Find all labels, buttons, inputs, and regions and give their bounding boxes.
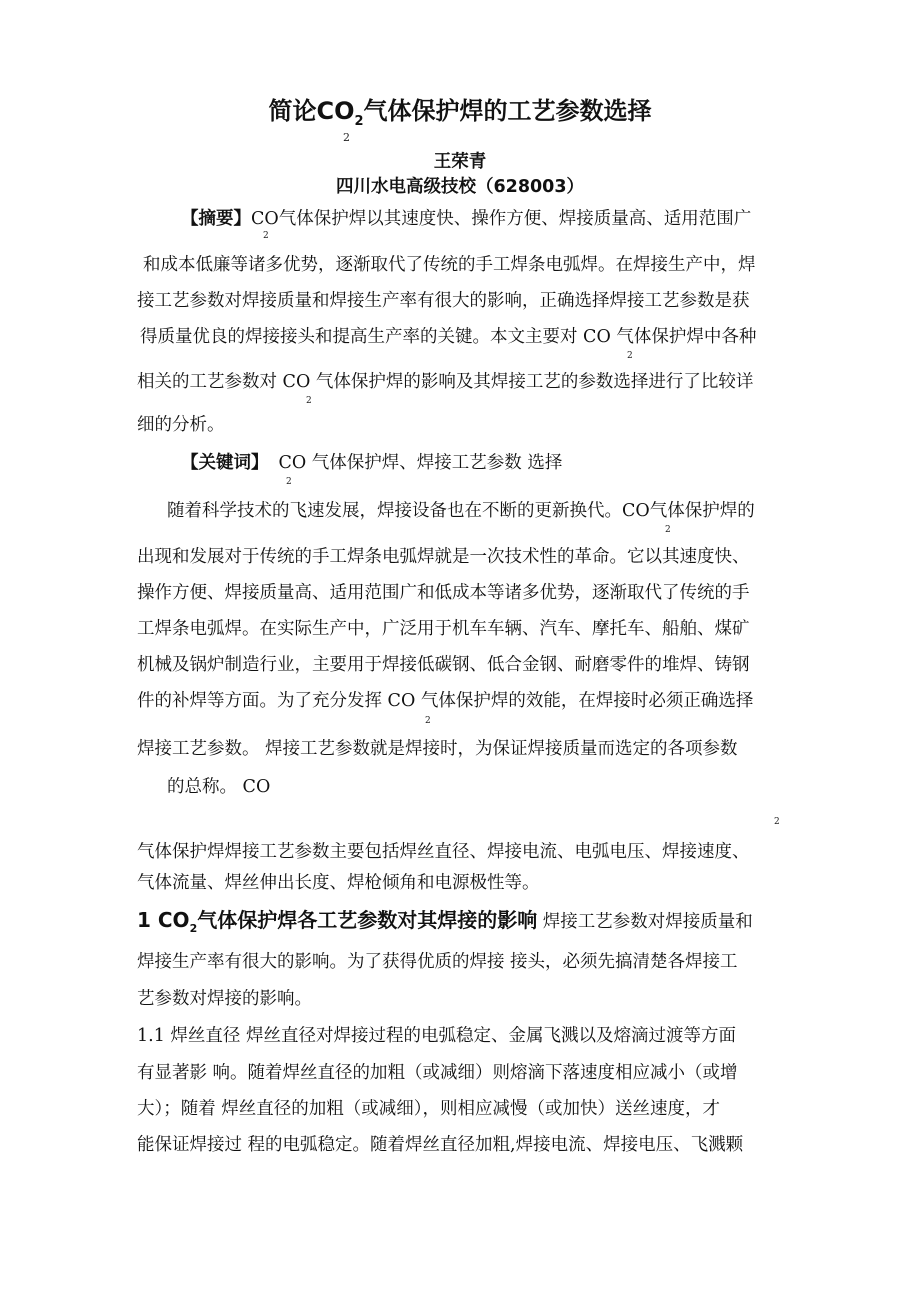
- subscript-2: 2: [263, 231, 269, 241]
- abstract-label: 【摘要】: [181, 209, 251, 229]
- section-1-heading: 1 $CO_2$气体保护焊各工艺参数对其焊接的影响: [137, 908, 538, 935]
- abstract-line-3: 接工艺参数对焊接质量和焊接生产率有很大的影响，正确选择焊接工艺参数是获: [137, 291, 750, 311]
- subscript-2: 2: [286, 477, 292, 487]
- section-1-1-line-4: 能保证焊接过 程的电弧稳定。随着焊丝直径加粗,焊接电流、焊接电压、飞溅颗: [137, 1135, 744, 1155]
- subscript-2: 2: [774, 817, 780, 827]
- intro-line-7: 焊接工艺参数。 焊接工艺参数就是焊接时，为保证焊接质量而选定的各项参数: [137, 739, 738, 759]
- intro-line-4: 工焊条电弧焊。在实际生产中，广泛用于机车车辆、汽车、摩托车、船舶、煤矿: [137, 619, 750, 639]
- title-stray-subscript: 2: [343, 131, 350, 144]
- page-title: 简论$CO_2$气体保护焊的工艺参数选择: [268, 97, 652, 129]
- section-1-line-1: 1 $CO_2$气体保护焊各工艺参数对其焊接的影响 焊接工艺参数对焊接质量和: [137, 908, 753, 935]
- abstract-line-4: 得质量优良的焊接接头和提高生产率的关键。本文主要对 CO 气体保护焊中各种: [140, 327, 757, 347]
- section-1-1-line-2: 有显著影 响。随着焊丝直径的加粗（或减细）则熔滴下落速度相应减小（或增: [137, 1063, 738, 1083]
- abstract-line-6: 细的分析。: [137, 415, 225, 435]
- intro-line-9: 气体保护焊焊接工艺参数主要包括焊丝直径、焊接电流、电弧电压、焊接速度、: [137, 842, 750, 862]
- subscript-2: 2: [665, 525, 671, 535]
- intro-line-3: 操作方便、焊接质量高、适用范围广和低成本等诸多优势，逐渐取代了传统的手: [137, 583, 750, 603]
- intro-line-10: 气体流量、焊丝伸出长度、焊枪倾角和电源极性等。: [137, 873, 540, 893]
- intro-line-1: 随着科学技术的飞速发展，焊接设备也在不断的更新换代。CO气体保护焊的: [167, 501, 755, 521]
- author-affiliation: 四川水电高级技校（628003）: [335, 177, 585, 197]
- abstract-line-1: 【摘要】CO气体保护焊以其速度快、操作方便、焊接质量高、适用范围广: [181, 209, 752, 229]
- section-1-1-line-1: 1.1 焊丝直径 焊丝直径对焊接过程的电弧稳定、金属飞溅以及熔滴过渡等方面: [137, 1026, 736, 1046]
- intro-line-2: 出现和发展对于传统的手工焊条电弧焊就是一次技术性的革命。它以其速度快、: [137, 547, 750, 567]
- intro-line-5: 机械及锅炉制造行业，主要用于焊接低碳钢、低合金钢、耐磨零件的堆焊、铸钢: [137, 655, 750, 675]
- subscript-2: 2: [425, 716, 431, 726]
- section-1-1-line-3: 大）；随着 焊丝直径的加粗（或减细），则相应减慢（或加快）送丝速度，才: [137, 1099, 721, 1119]
- keywords-label: 【关键词】: [181, 453, 269, 473]
- abstract-line-5: 相关的工艺参数对 CO 气体保护焊的影响及其焊接工艺的参数选择进行了比较详: [137, 372, 754, 392]
- intro-line-6: 件的补焊等方面。为了充分发挥 CO 气体保护焊的效能，在焊接时必须正确选择: [137, 691, 754, 711]
- subscript-2: 2: [306, 396, 312, 406]
- keywords-line: 【关键词】 CO 气体保护焊、焊接工艺参数 选择: [181, 453, 563, 473]
- abstract-line-2: 和成本低廉等诸多优势，逐渐取代了传统的手工焊条电弧焊。在焊接生产中，焊: [143, 255, 756, 275]
- intro-line-8: 的总称。 CO: [167, 777, 271, 797]
- subscript-2: 2: [627, 351, 633, 361]
- section-1-line-3: 艺参数对焊接的影响。: [137, 989, 312, 1009]
- section-1-line-2: 焊接生产率有很大的影响。为了获得优质的焊接 接头，必须先搞清楚各焊接工: [137, 952, 738, 972]
- author-name: 王荣青: [433, 152, 487, 172]
